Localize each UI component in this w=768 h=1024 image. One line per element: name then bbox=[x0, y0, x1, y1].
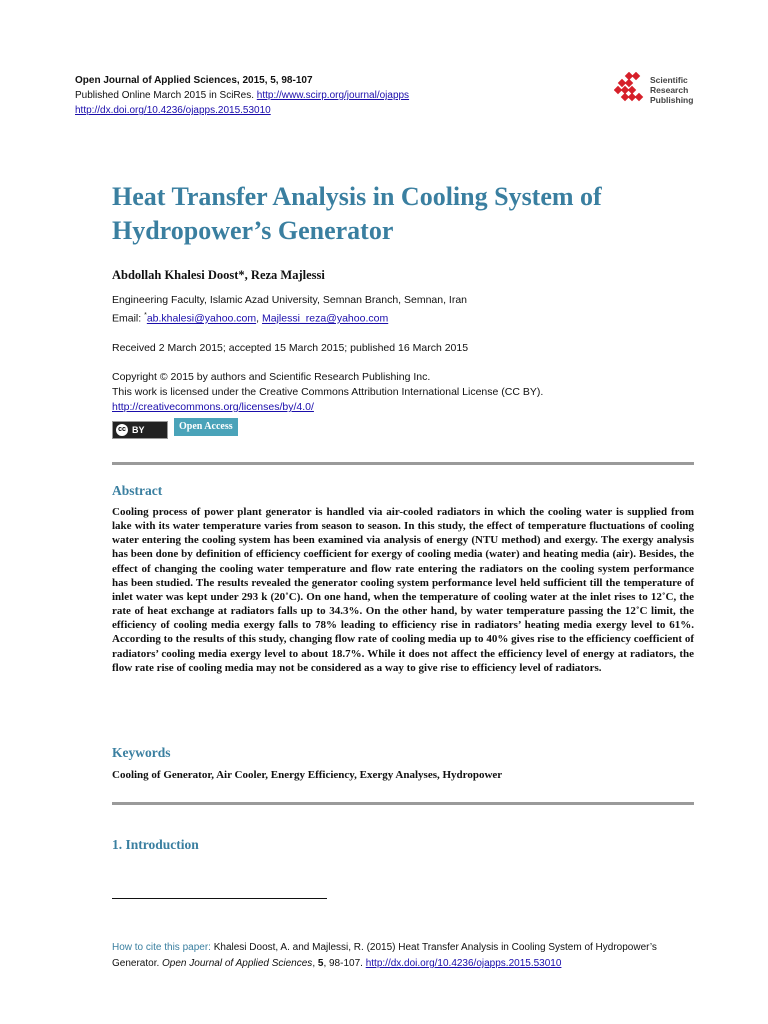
scirp-logo bbox=[614, 72, 704, 112]
citation-pages: , 98-107. bbox=[323, 958, 366, 969]
scirp-logo-icon bbox=[614, 72, 648, 106]
keywords-text: Cooling of Generator, Air Cooler, Energy Efficiency, Exergy Analyses, Hydropower bbox=[112, 769, 503, 781]
email-label: Email: bbox=[112, 312, 145, 325]
paper-title-line-1: Heat Transfer Analysis in Cooling System of bbox=[112, 182, 602, 211]
license-link[interactable]: http://creativecommons.org/licenses/by/4.0/ bbox=[112, 401, 314, 413]
citation-doi-link[interactable]: http://dx.doi.org/10.4236/ojapps.2015.53010 bbox=[365, 958, 562, 969]
doi-link[interactable]: http://dx.doi.org/10.4236/ojapps.2015.53010 bbox=[75, 105, 271, 116]
citation-text: Khalesi Doost, A. and Majlessi, R. (2015) Heat Transfer Analysis in Cooling System of Hydropower’s Generator. bbox=[112, 942, 657, 969]
footnote-rule bbox=[112, 898, 327, 899]
abstract-text: Cooling process of power plant generator is handled via air-cooled radiators in which the cooling water is supplied from lake with its water temperature varies from season to season. In this study, the effect of temperature fluctuations of cooling water entering the cooling system has been examined via analysis of energy (NTU method) and exergy. The exergy analysis has been done by definition of efficiency coefficient for exergy of cooling media (water) and heating media (air). Besides, the effect of changing the cooling water temperature and flow rate entering the radiators on the cooling system performance has been studied. The results revealed the generator cooling system performance level held sufficient till the temperature of inlet water was kept under 293 k (20˚C). On one hand, when the temperature of cooling water at the inlet rises to 12˚C, the rate of heat exchange at radiators falls up to 34.3%. On the other hand, by water temperature passing the 12˚C limit, the efficiency of cooling media exergy falls to 78% leading to efficiency rise in radiators’ heating media exergy level to 61%. According to the results of this study, changing flow rate of cooling media up to 40% gives rise to the efficiency coefficient of radiators’ cooling media exergy level to about 18.7%. While it does not affect the efficiency level of energy at radiators, the flow rate rise of cooling media may not be considered as a way to give rise to efficiency level of radiators. bbox=[112, 506, 694, 674]
citation-block bbox=[112, 940, 702, 972]
cc-by-badge[interactable] bbox=[112, 421, 168, 439]
published-line bbox=[75, 88, 409, 103]
citation-sep: , bbox=[312, 958, 318, 969]
citation-journal: Open Journal of Applied Sciences bbox=[162, 958, 313, 969]
license-badges bbox=[112, 418, 238, 439]
journal-citation-line: Open Journal of Applied Sciences, 2015, 5, 98-107 bbox=[75, 75, 313, 86]
cc-icon: cc bbox=[116, 424, 128, 436]
by-label: BY bbox=[132, 424, 145, 435]
scirp-logo-text: Scientific Research Publishing bbox=[650, 75, 694, 105]
abstract-heading: Abstract bbox=[112, 483, 163, 498]
authors: Abdollah Khalesi Doost*, Reza Majlessi bbox=[112, 268, 325, 282]
introduction-heading: 1. Introduction bbox=[112, 837, 199, 852]
email-link-2[interactable]: Majlessi_reza@yahoo.com bbox=[261, 312, 389, 325]
email-separator: , bbox=[256, 312, 262, 325]
citation-label: How to cite this paper: bbox=[112, 942, 211, 953]
license-line: This work is licensed under the Creative Commons Attribution International License (CC BY). bbox=[112, 386, 544, 398]
email-link-1[interactable]: ab.khalesi@yahoo.com bbox=[146, 312, 257, 325]
top-divider bbox=[112, 462, 694, 465]
email-mark: * bbox=[144, 312, 147, 319]
keywords-heading: Keywords bbox=[112, 745, 171, 760]
bottom-divider bbox=[112, 802, 694, 805]
copyright-block bbox=[112, 370, 543, 415]
paper-title-line-2: Hydropower’s Generator bbox=[112, 216, 394, 245]
citation-volume: 5 bbox=[317, 958, 324, 969]
open-access-badge[interactable]: Open Access bbox=[174, 418, 238, 436]
received-dates: Received 2 March 2015; accepted 15 March 2015; published 16 March 2015 bbox=[112, 342, 469, 354]
journal-header bbox=[75, 73, 409, 118]
published-prefix: Published Online March 2015 in SciRes. bbox=[75, 90, 257, 101]
copyright-line: Copyright © 2015 by authors and Scientific Research Publishing Inc. bbox=[112, 371, 431, 383]
affiliation: Engineering Faculty, Islamic Azad University, Semnan Branch, Semnan, Iran bbox=[112, 294, 468, 306]
email-line bbox=[112, 308, 388, 327]
paper-title bbox=[112, 180, 712, 248]
journal-url-link[interactable]: http://www.scirp.org/journal/ojapps bbox=[256, 90, 410, 101]
